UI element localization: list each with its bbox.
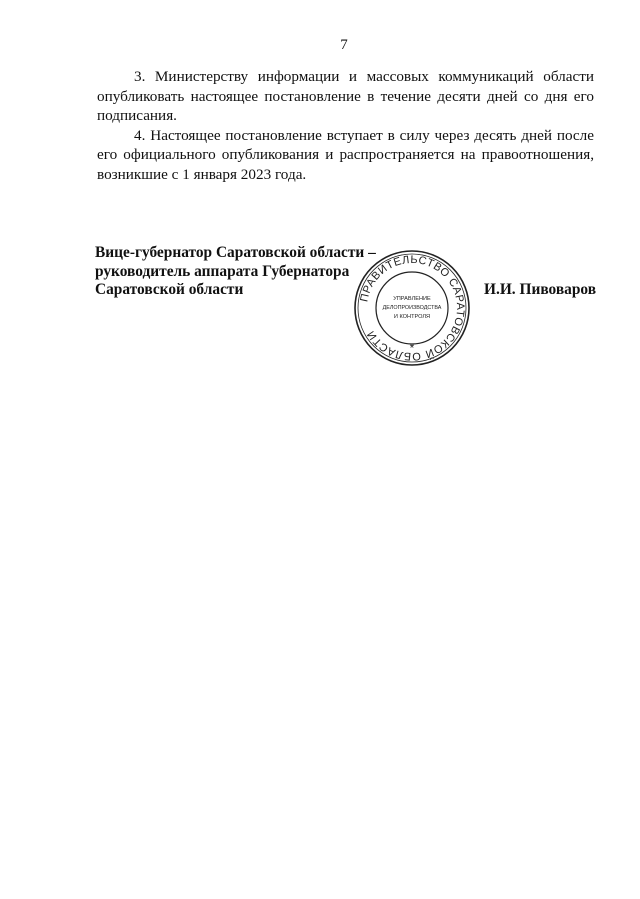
official-seal: [352, 248, 472, 368]
paragraph-4: 4. Настоящее постановление вступает в силу через десять дней после его официального опубликования и распространяется на правоотношения, возникшие с 1 января 2023 года.: [97, 126, 594, 183]
seal-inner-line: И КОНТРОЛЯ: [393, 314, 431, 320]
signer-title-line: Вице-губернатор Саратовской области –: [95, 244, 376, 261]
signer-title: [95, 244, 385, 300]
seal-star: *: [409, 341, 415, 355]
seal-inner-line: ДЕЛОПРОИЗВОДСТВА: [382, 305, 442, 311]
seal-outer-text: ПРАВИТЕЛЬСТВО САРАТОВСКОЙ ОБЛАСТИ: [358, 253, 467, 363]
signer-name: И.И. Пивоваров: [484, 281, 597, 298]
page-number: 7: [340, 37, 348, 53]
signer-title-line: руководитель аппарата Губернатора: [95, 262, 350, 280]
document-body: [97, 67, 594, 184]
paragraph-3: 3. Министерству информации и массовых коммуникаций области опубликовать настоящее постановление в течение десяти дней со дня его подписания.: [97, 68, 594, 124]
seal-inner-line: УПРАВЛЕНИЕ: [393, 296, 431, 302]
signer-title-line: Саратовской области: [95, 281, 244, 298]
